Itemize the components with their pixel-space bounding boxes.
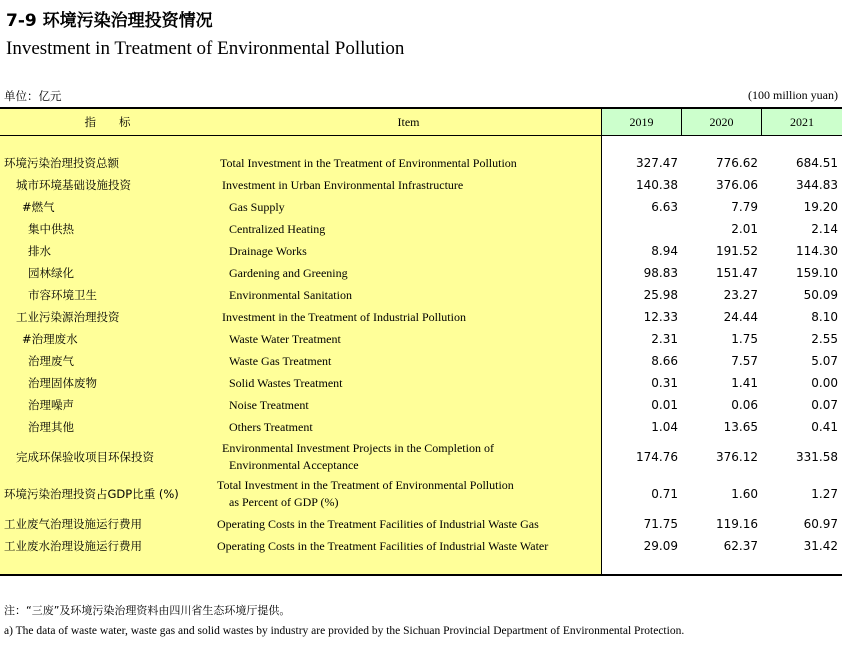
- row-label-en: Operating Costs in the Treatment Facilities of Industrial Waste Gas: [217, 516, 539, 531]
- cell-value-2019: 6.63: [651, 200, 678, 214]
- data-table: [0, 107, 842, 576]
- cell-value-2020: 376.12: [716, 450, 758, 464]
- cell-value-2021: 0.07: [811, 398, 838, 412]
- table-row: [0, 196, 842, 218]
- cell-value-2021: 159.10: [796, 266, 838, 280]
- table-row: [0, 416, 842, 438]
- row-label-en-line2: as Percent of GDP (%): [229, 495, 339, 509]
- row-label-en: Total Investment in the Treatment of Environmental Pollution: [220, 155, 517, 170]
- table-row: [0, 476, 842, 512]
- cell-value-2020: 13.65: [723, 420, 758, 434]
- cell-value-2019: 25.98: [643, 288, 678, 302]
- cell-value-2020: 0.06: [731, 398, 758, 412]
- page-title-cn: 7-9 环境污染治理投资情况: [6, 11, 213, 31]
- cell-value-2019: 98.83: [643, 266, 678, 280]
- row-label-cn: 完成环保验收项目环保投资: [16, 450, 154, 464]
- cell-value-2019: 2.31: [651, 332, 678, 346]
- row-label-en-line1: Environmental Investment Projects in the Completion of: [222, 441, 494, 455]
- cell-value-2019: 0.71: [651, 487, 678, 501]
- table-row: [0, 174, 842, 196]
- cell-value-2021: 8.10: [811, 310, 838, 324]
- row-label-cn: 园林绿化: [28, 266, 74, 280]
- row-label-cn: 环境污染治理投资占GDP比重 (%): [4, 487, 179, 501]
- row-label-cn: 集中供热: [28, 222, 74, 236]
- row-label-en: Waste Water Treatment: [229, 331, 341, 346]
- cell-value-2019: 8.94: [651, 244, 678, 258]
- table-row: [0, 439, 842, 475]
- row-label-en: Gas Supply: [229, 199, 285, 214]
- row-label-cn: 市容环境卫生: [28, 288, 97, 302]
- unit-label-en: (100 million yuan): [748, 88, 838, 102]
- cell-value-2020: 23.27: [723, 288, 758, 302]
- cell-value-2019: 12.33: [643, 310, 678, 324]
- cell-value-2020: 62.37: [723, 539, 758, 553]
- cell-value-2020: 151.47: [716, 266, 758, 280]
- cell-value-2019: 29.09: [643, 539, 678, 553]
- cell-value-2021: 344.83: [796, 178, 838, 192]
- cell-value-2019: 0.31: [651, 376, 678, 390]
- cell-value-2021: 2.14: [811, 222, 838, 236]
- table-row: [0, 394, 842, 416]
- table-row: [0, 372, 842, 394]
- cell-value-2021: 60.97: [803, 517, 838, 531]
- footnote-en: a) The data of waste water, waste gas and solid wastes by industry are provided by the Sichuan Provincial Department of Environmental Protection.: [4, 625, 685, 637]
- footnote-cn: 注：“三废”及环境污染治理资料由四川省生态环境厅提供。: [4, 604, 291, 617]
- row-label-en: Investment in the Treatment of Industrial Pollution: [222, 309, 466, 324]
- cell-value-2019: 1.04: [651, 420, 678, 434]
- cell-value-2019: 327.47: [636, 156, 678, 170]
- row-label-cn: 工业废水治理设施运行费用: [4, 539, 142, 553]
- table-row: [0, 284, 842, 306]
- cell-value-2020: 1.41: [731, 376, 758, 390]
- row-label-en-line1: Total Investment in the Treatment of Environmental Pollution: [217, 478, 514, 492]
- cell-value-2021: 2.55: [811, 332, 838, 346]
- table-row: [0, 306, 842, 328]
- table-row: [0, 328, 842, 350]
- row-label-cn: 治理固体废物: [28, 376, 97, 390]
- table-row: [0, 513, 842, 535]
- row-label-cn: #燃气: [22, 200, 55, 214]
- row-label-cn: 排水: [28, 244, 51, 258]
- table-row: [0, 240, 842, 262]
- cell-value-2021: 1.27: [811, 487, 838, 501]
- row-label-en: Gardening and Greening: [229, 265, 348, 280]
- row-label-en: Noise Treatment: [229, 397, 309, 412]
- cell-value-2019: 8.66: [651, 354, 678, 368]
- row-label-en: Drainage Works: [229, 243, 307, 258]
- cell-value-2019: 71.75: [643, 517, 678, 531]
- row-label-cn: 城市环境基础设施投资: [16, 178, 131, 192]
- row-label-en: Others Treatment: [229, 419, 313, 434]
- cell-value-2021: 331.58: [796, 450, 838, 464]
- cell-value-2019: 174.76: [636, 450, 678, 464]
- cell-value-2021: 114.30: [796, 244, 838, 258]
- row-label-en: Operating Costs in the Treatment Facilities of Industrial Waste Water: [217, 538, 549, 553]
- row-label-cn: 治理废气: [28, 354, 74, 368]
- row-label-en: [222, 439, 494, 475]
- header-item-cn: 指 标: [84, 115, 131, 129]
- cell-value-2020: 776.62: [716, 156, 758, 170]
- cell-value-2020: 1.75: [731, 332, 758, 346]
- table-row: [0, 350, 842, 372]
- table-header: [0, 109, 842, 136]
- cell-value-2020: 2.01: [731, 222, 758, 236]
- cell-value-2020: 376.06: [716, 178, 758, 192]
- table-row: [0, 535, 842, 557]
- table-row: [0, 262, 842, 284]
- row-label-en: Solid Wastes Treatment: [229, 375, 343, 390]
- header-item-en: Item: [397, 115, 420, 129]
- row-label-en: [217, 476, 514, 512]
- row-label-cn: 治理噪声: [28, 398, 74, 412]
- cell-value-2020: 7.57: [731, 354, 758, 368]
- cell-value-2019: [602, 218, 682, 240]
- cell-value-2020: 1.60: [731, 487, 758, 501]
- cell-value-2020: 191.52: [716, 244, 758, 258]
- cell-value-2019: 140.38: [636, 178, 678, 192]
- row-label-en: Environmental Sanitation: [229, 287, 352, 302]
- cell-value-2021: 5.07: [811, 354, 838, 368]
- cell-value-2021: 31.42: [803, 539, 838, 553]
- header-year-2019: 2019: [602, 109, 682, 135]
- cell-value-2021: 19.20: [803, 200, 838, 214]
- header-year-2020: 2020: [682, 109, 762, 135]
- header-year-2021: 2021: [762, 109, 842, 135]
- cell-value-2020: 7.79: [731, 200, 758, 214]
- cell-value-2021: 50.09: [803, 288, 838, 302]
- cell-value-2020: 24.44: [723, 310, 758, 324]
- cell-value-2020: 119.16: [716, 517, 758, 531]
- row-label-en: Waste Gas Treatment: [229, 353, 332, 368]
- cell-value-2021: 0.00: [811, 376, 838, 390]
- table-row: [0, 218, 842, 240]
- row-label-cn: 治理其他: [28, 420, 74, 434]
- unit-label-cn: 单位：亿元: [4, 89, 62, 103]
- cell-value-2019: 0.01: [651, 398, 678, 412]
- row-label-cn: 环境污染治理投资总额: [4, 156, 119, 170]
- page-title-en: Investment in Treatment of Environmental Pollution: [6, 38, 405, 59]
- row-label-en-line2: Environmental Acceptance: [229, 458, 359, 472]
- cell-value-2021: 684.51: [796, 156, 838, 170]
- row-label-cn: #治理废水: [22, 332, 78, 346]
- row-label-cn: 工业污染源治理投资: [16, 310, 120, 324]
- row-label-cn: 工业废气治理设施运行费用: [4, 517, 142, 531]
- cell-value-2021: 0.41: [811, 420, 838, 434]
- row-label-en: Investment in Urban Environmental Infrastructure: [222, 177, 464, 192]
- row-label-en: Centralized Heating: [229, 221, 326, 236]
- table-row: [0, 152, 842, 174]
